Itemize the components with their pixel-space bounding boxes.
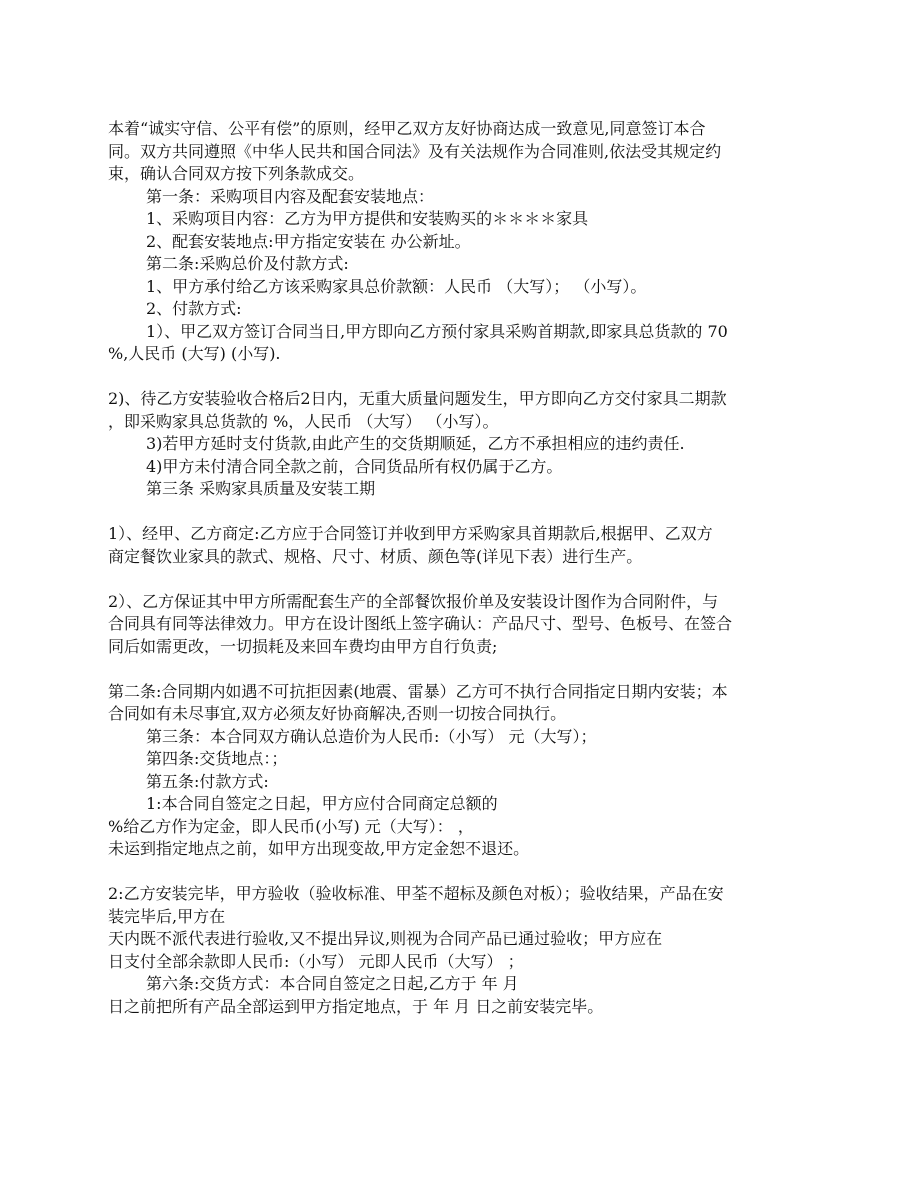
blank-line [108, 568, 818, 591]
text-line: 日支付全部余款即人民币:（小写） 元即人民币（大写） ； [108, 951, 524, 971]
text-line: 1）、经甲、乙方商定:乙方应于合同签订并收到甲方采购家具首期款后,根据甲、乙双方 [108, 524, 713, 543]
text-line: 第二条:采购总价及付款方式: [146, 254, 349, 273]
text-line: 第二条:合同期内如遇不可抗拒因素(地震、雷暴）乙方可不执行合同指定日期内安装；本 [108, 681, 728, 701]
text-line: 4)甲方未付清合同全款之前，合同货品所有权仍属于乙方。 [146, 456, 563, 476]
text-line: 2、付款方式: [146, 299, 242, 318]
text-line: 2:乙方安装完毕，甲方验收（验收标准、甲荃不超标及颜色对板）；验收结果，产品在安 [108, 884, 724, 903]
text-line: 2、配套安装地点:甲方指定安装在 办公新址。 [146, 231, 471, 251]
text-line: 第六条:交货方式：本合同自签定之日起,乙方于 年 月 [146, 974, 519, 993]
text-line: 2)、待乙方安装验收合格后2日内，无重大质量问题发生，甲方即向乙方交付家具二期款 [108, 389, 727, 408]
text-line: 合同具有同等法律效力。甲方在设计图纸上签字确认：产品尺寸、型号、色板号、在签合 [108, 614, 733, 633]
text-line: 同。双方共同遵照《中华人民共和国合同法》及有关法规作为合同准则,依法受其规定约 [108, 141, 722, 161]
text-line: 第一条：采购项目内容及配套安装地点： [146, 186, 435, 206]
blank-line [108, 658, 818, 681]
text-line: 2）、乙方保证其中甲方所需配套生产的全部餐饮报价单及安装设计图作为合同附件，与 [108, 591, 719, 611]
text-line: ，即采购家具总货款的 %，人民币 （大写） （小写）。 [108, 411, 499, 431]
text-line: 3)若甲方延时支付货款,由此产生的交货期顺延，乙方不承担相应的违约责任. [146, 434, 685, 453]
text-line: 第五条:付款方式: [146, 771, 269, 791]
text-line: 1、甲方承付给乙方该采购家具总价款额：人民币 （大写）； （小写）。 [146, 276, 647, 296]
text-line: %,人民币 (大写) (小写). [108, 344, 281, 363]
text-line: 日之前把所有产品全部运到甲方指定地点，于 年 月 日之前安装完毕。 [108, 996, 604, 1016]
contract-document [108, 118, 818, 1018]
text-line: 未运到指定地点之前，如甲方出现变故,甲方定金恕不退还。 [108, 839, 530, 858]
text-line: 1）、甲乙双方签订合同当日,甲方即向乙方预付家具采购首期款,即家具总货款的 70 [146, 321, 728, 341]
blank-line [108, 366, 818, 389]
text-line: 束，确认合同双方按下列条款成交。 [108, 164, 365, 183]
text-line: 天内既不派代表进行验收,又不提出异议,则视为合同产品已通过验收；甲方应在 [108, 929, 663, 948]
text-line: 第四条:交货地点：； [146, 749, 288, 768]
text-line: 装完毕后,甲方在 [108, 906, 226, 926]
text-line: 第三条：本合同双方确认总造价为人民币:（小写） 元（大写）； [146, 726, 597, 746]
text-line: 商定餐饮业家具的款式、规格、尺寸、材质、颜色等(详见下表）进行生产。 [108, 546, 643, 566]
blank-line [108, 501, 818, 524]
blank-line [108, 861, 818, 884]
text-line: %给乙方作为定金，即人民币(小写) 元（大写）： ， [108, 816, 474, 836]
text-line: 1、采购项目内容：乙方为甲方提供和安装购买的＊＊＊＊家具 [146, 209, 589, 228]
text-line: 合同如有未尽事宜,双方必须友好协商解决,否则一切按合同执行。 [108, 704, 567, 723]
text-line: 1:本合同自签定之日起，甲方应付合同商定总额的 [146, 794, 498, 813]
text-line: 第三条 采购家具质量及安装工期 [146, 479, 376, 498]
text-line: 本着“诚实守信、公平有偿”的原则，经甲乙双方友好协商达成一致意见,同意签订本合 [108, 119, 706, 138]
text-line: 同后如需更改，一切损耗及来回车费均由甲方自行负责; [108, 636, 498, 656]
